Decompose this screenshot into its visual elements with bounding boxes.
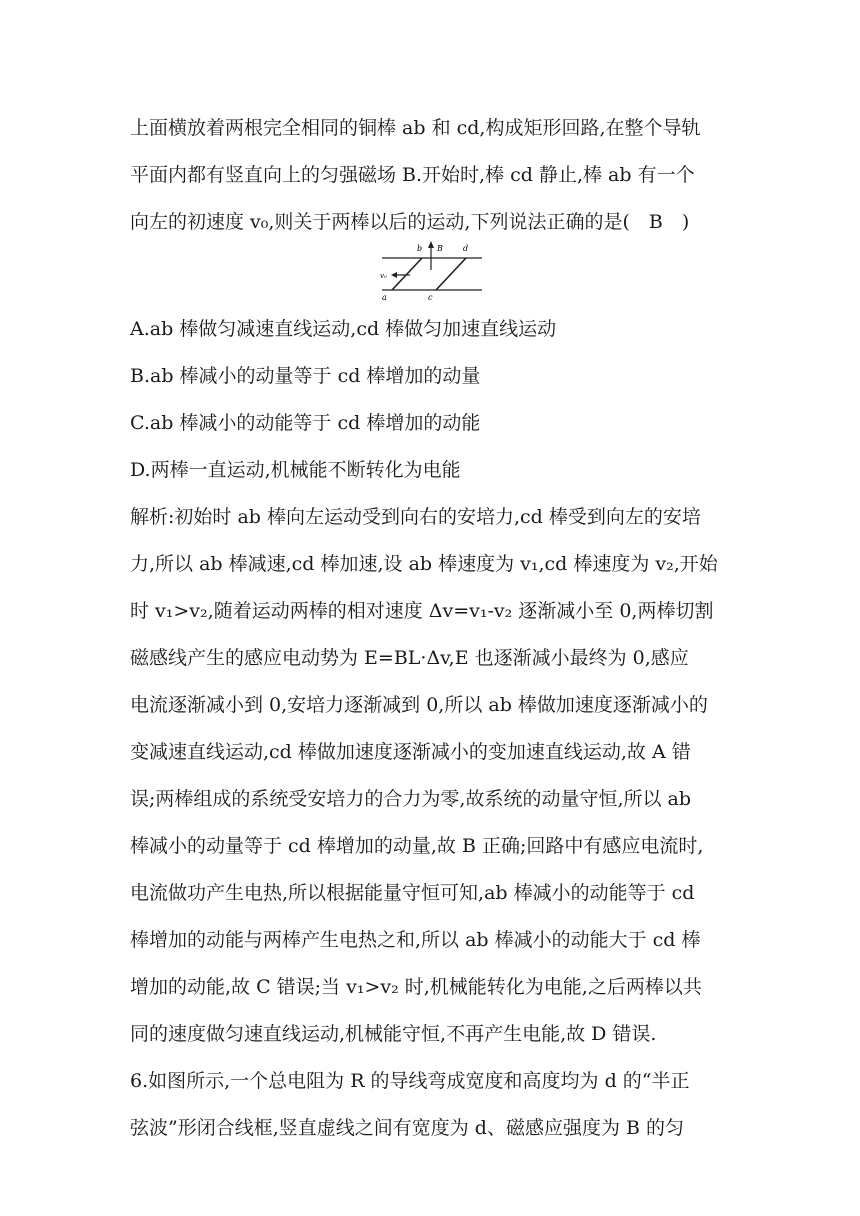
analysis-line-2: 力,所以 ab 棒减速,cd 棒加速,设 ab 棒速度为 v₁,cd 棒速度为 v₂,开始 bbox=[130, 553, 718, 575]
analysis-line-6: 变减速直线运动,cd 棒做加速度逐渐减小的变加速直线运动,故 A 错 bbox=[130, 741, 691, 763]
analysis-line-3: 时 v₁>v₂,随着运动两棒的相对速度 Δv=v₁-v₂ 逐渐减小至 0,两棒切割 bbox=[130, 600, 714, 622]
field-arrow-head bbox=[428, 241, 434, 248]
option-c: C.ab 棒减小的动能等于 cd 棒增加的动能 bbox=[130, 412, 481, 434]
analysis-line-9: 电流做功产生电热,所以根据能量守恒可知,ab 棒减小的动能等于 cd bbox=[130, 882, 695, 904]
label-d: d bbox=[463, 244, 469, 253]
analysis-line-11: 增加的动能,故 C 错误;当 v₁>v₂ 时,机械能转化为电能,之后两棒以共 bbox=[130, 976, 702, 998]
analysis-line-5: 电流逐渐减小到 0,安培力逐渐减到 0,所以 ab 棒做加速度逐渐减小的 bbox=[130, 694, 708, 716]
analysis-line-10: 棒增加的动能与两棒产生电热之和,所以 ab 棒减小的动能大于 cd 棒 bbox=[130, 929, 701, 951]
analysis-line-8: 棒减小的动量等于 cd 棒增加的动量,故 B 正确;回路中有感应电流时, bbox=[130, 835, 704, 857]
analysis-line-12: 同的速度做匀速直线运动,机械能守恒,不再产生电能,故 D 错误. bbox=[130, 1023, 657, 1045]
label-a: a bbox=[382, 293, 387, 302]
analysis-line-1: 解析:初始时 ab 棒向左运动受到向右的安培力,cd 棒受到向左的安培 bbox=[130, 506, 701, 528]
rod-cd bbox=[436, 258, 466, 290]
question-stem-line-2: 平面内都有竖直向上的匀强磁场 B.开始时,棒 cd 静止,棒 ab 有一个 bbox=[130, 164, 695, 186]
label-v0: v₀ bbox=[380, 272, 387, 280]
question6-line-1: 6.如图所示,一个总电阻为 R 的导线弯成宽度和高度均为 d 的“半正 bbox=[130, 1070, 690, 1092]
question6-line-2: 弦波”形闭合线框,竖直虚线之间有宽度为 d、磁感应强度为 B 的匀 bbox=[130, 1117, 684, 1139]
analysis-line-4: 磁感线产生的感应电动势为 E=BL·Δv,E 也逐渐减小最终为 0,感应 bbox=[130, 647, 689, 669]
option-a: A.ab 棒做匀减速直线运动,cd 棒做匀加速直线运动 bbox=[130, 318, 557, 340]
label-c: c bbox=[428, 293, 433, 302]
option-b: B.ab 棒减小的动量等于 cd 棒增加的动量 bbox=[130, 365, 481, 387]
option-d: D.两棒一直运动,机械能不断转化为电能 bbox=[130, 459, 461, 481]
label-b: b bbox=[417, 244, 423, 253]
question-stem-line-3: 向左的初速度 v₀,则关于两棒以后的运动,下列说法正确的是( B ) bbox=[130, 211, 690, 233]
velocity-arrow-head bbox=[391, 272, 397, 278]
label-B: B bbox=[437, 244, 443, 253]
rails-rods-figure bbox=[372, 240, 488, 302]
analysis-line-7: 误;两棒组成的系统受安培力的合力为零,故系统的动量守恒,所以 ab bbox=[130, 788, 692, 810]
question-stem-line-1: 上面横放着两根完全相同的铜棒 ab 和 cd,构成矩形回路,在整个导轨 bbox=[130, 117, 701, 139]
